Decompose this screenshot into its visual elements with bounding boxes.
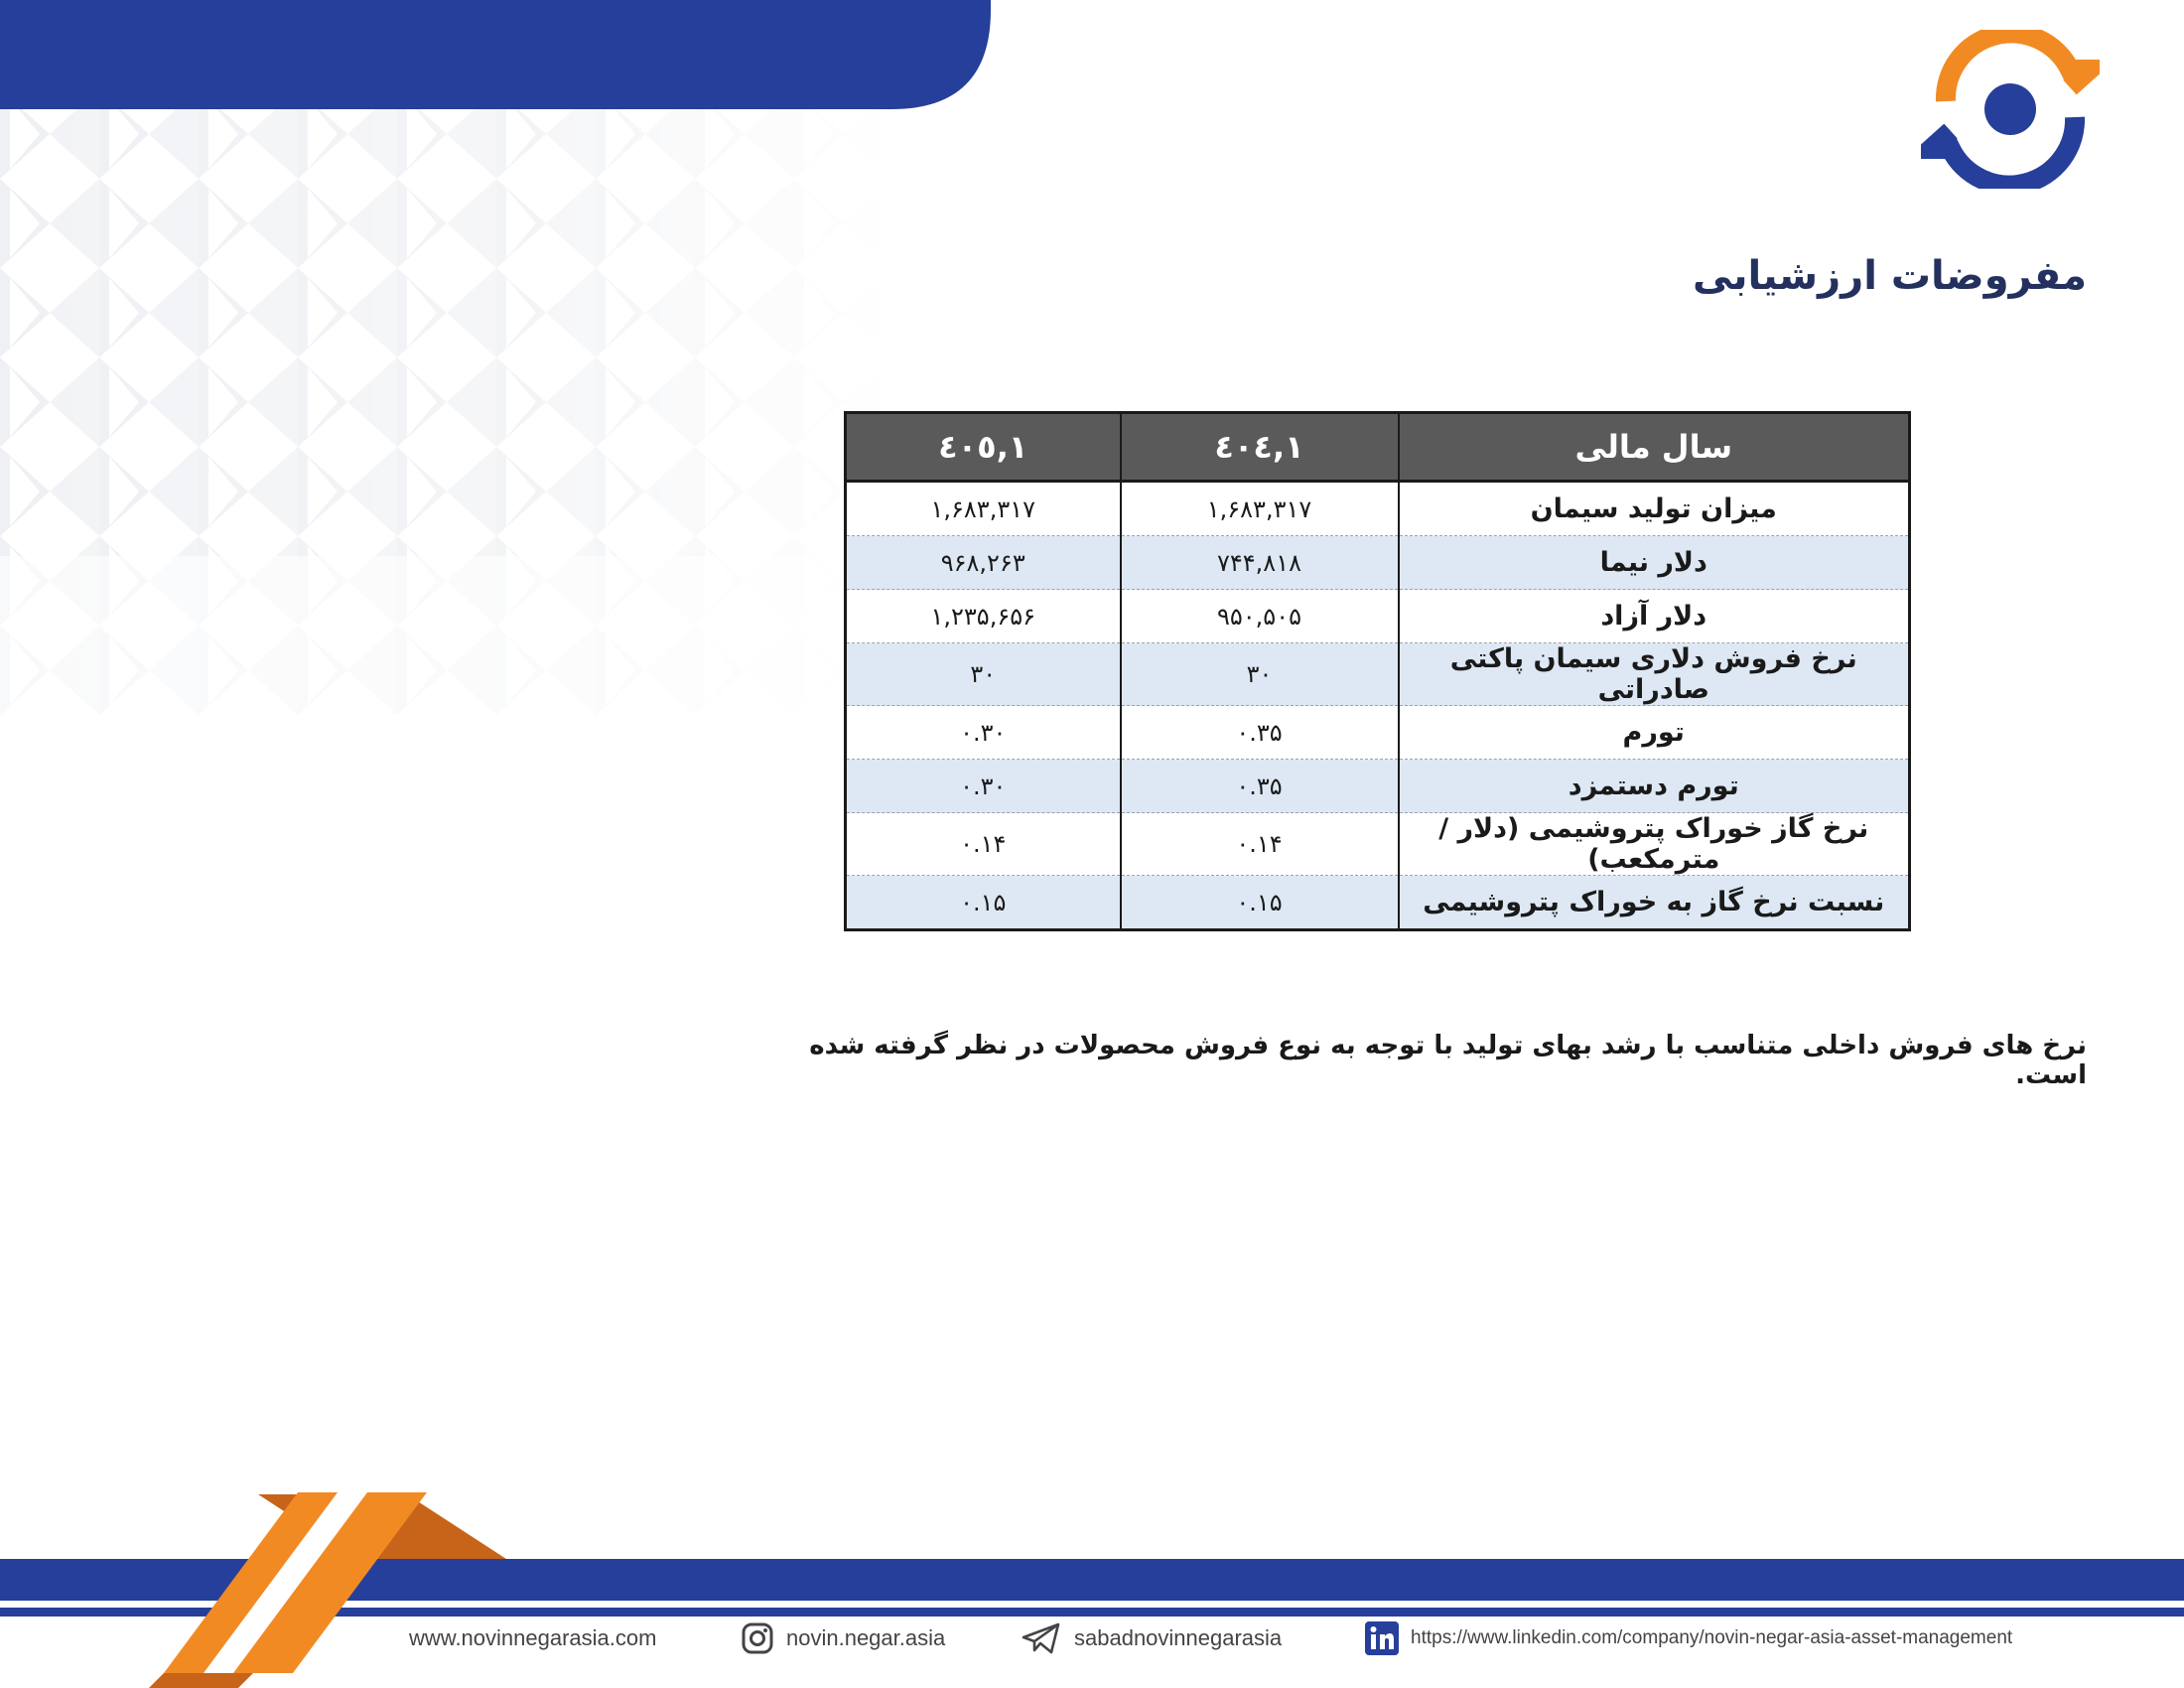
assumptions-table — [844, 411, 1908, 931]
linkedin-icon — [1365, 1621, 1399, 1655]
instagram-text[interactable]: novin.negar.asia — [786, 1625, 946, 1650]
telegram-link[interactable] — [1021, 1614, 1282, 1663]
row-label: نرخ فروش دلاری سیمان پاکتی صادراتی — [1399, 643, 1910, 706]
table-row — [846, 590, 1910, 643]
table-row — [846, 760, 1910, 813]
cell-1405: ۹۶۸,۲۶۳ — [846, 536, 1121, 590]
footnote-text: نرخ های فروش داخلی متناسب با رشد بهای تولید با توجه به نوع فروش محصولات در نظر گرفته شده است. — [809, 1031, 2087, 1090]
cell-1404: ۷۴۴,۸۱۸ — [1121, 536, 1399, 590]
table-row — [846, 536, 1910, 590]
page-title: مفروضات ارزشیابی — [1692, 253, 2087, 299]
cell-1405: ۱,۲۳۵,۶۵۶ — [846, 590, 1121, 643]
cell-1405: ۰.۱۵ — [846, 876, 1121, 930]
instagram-icon — [741, 1621, 774, 1655]
company-logo — [1921, 30, 2100, 189]
table-row — [846, 876, 1910, 930]
cell-1405: ۰.۱۴ — [846, 813, 1121, 876]
table-row — [846, 813, 1910, 876]
cell-1405: ۰.۳۰ — [846, 706, 1121, 760]
header-fiscal-year: سال مالی — [1399, 413, 1910, 482]
telegram-icon — [1021, 1621, 1062, 1655]
table-row — [846, 643, 1910, 706]
footer-links — [0, 1614, 2184, 1663]
table-header-row — [846, 413, 1910, 482]
cell-1405: ۱,۶۸۳,۳۱۷ — [846, 482, 1121, 536]
table-row — [846, 706, 1910, 760]
website-link[interactable] — [409, 1614, 656, 1663]
table-row — [846, 482, 1910, 536]
cell-1404: ۱,۶۸۳,۳۱۷ — [1121, 482, 1399, 536]
row-label: دلار آزاد — [1399, 590, 1910, 643]
cell-1404: ۰.۳۵ — [1121, 706, 1399, 760]
cell-1405: ۰.۳۰ — [846, 760, 1121, 813]
header-year-1404: ۱,٤٠٤ — [1121, 413, 1399, 482]
row-label: نسبت نرخ گاز به خوراک پتروشیمی — [1399, 876, 1910, 930]
website-text[interactable]: www.novinnegarasia.com — [409, 1625, 657, 1650]
instagram-link[interactable] — [741, 1614, 945, 1663]
row-label: نرخ گاز خوراک پتروشیمی (دلار / مترمکعب) — [1399, 813, 1910, 876]
linkedin-link[interactable] — [1365, 1614, 2012, 1663]
cell-1404: ۳۰ — [1121, 643, 1399, 706]
cell-1404: ۰.۱۴ — [1121, 813, 1399, 876]
cell-1404: ۰.۱۵ — [1121, 876, 1399, 930]
row-label: دلار نیما — [1399, 536, 1910, 590]
linkedin-text[interactable]: https://www.linkedin.com/company/novin-negar-asia-asset-management — [1411, 1627, 2013, 1648]
telegram-text[interactable]: sabadnovinnegarasia — [1074, 1625, 1283, 1650]
cell-1405: ۳۰ — [846, 643, 1121, 706]
header-band — [0, 0, 993, 109]
cell-1404: ۰.۳۵ — [1121, 760, 1399, 813]
header-year-1405: ۱,٤٠٥ — [846, 413, 1121, 482]
cell-1404: ۹۵۰,۵۰۵ — [1121, 590, 1399, 643]
row-label: تورم دستمزد — [1399, 760, 1910, 813]
row-label: تورم — [1399, 706, 1910, 760]
row-label: میزان تولید سیمان — [1399, 482, 1910, 536]
